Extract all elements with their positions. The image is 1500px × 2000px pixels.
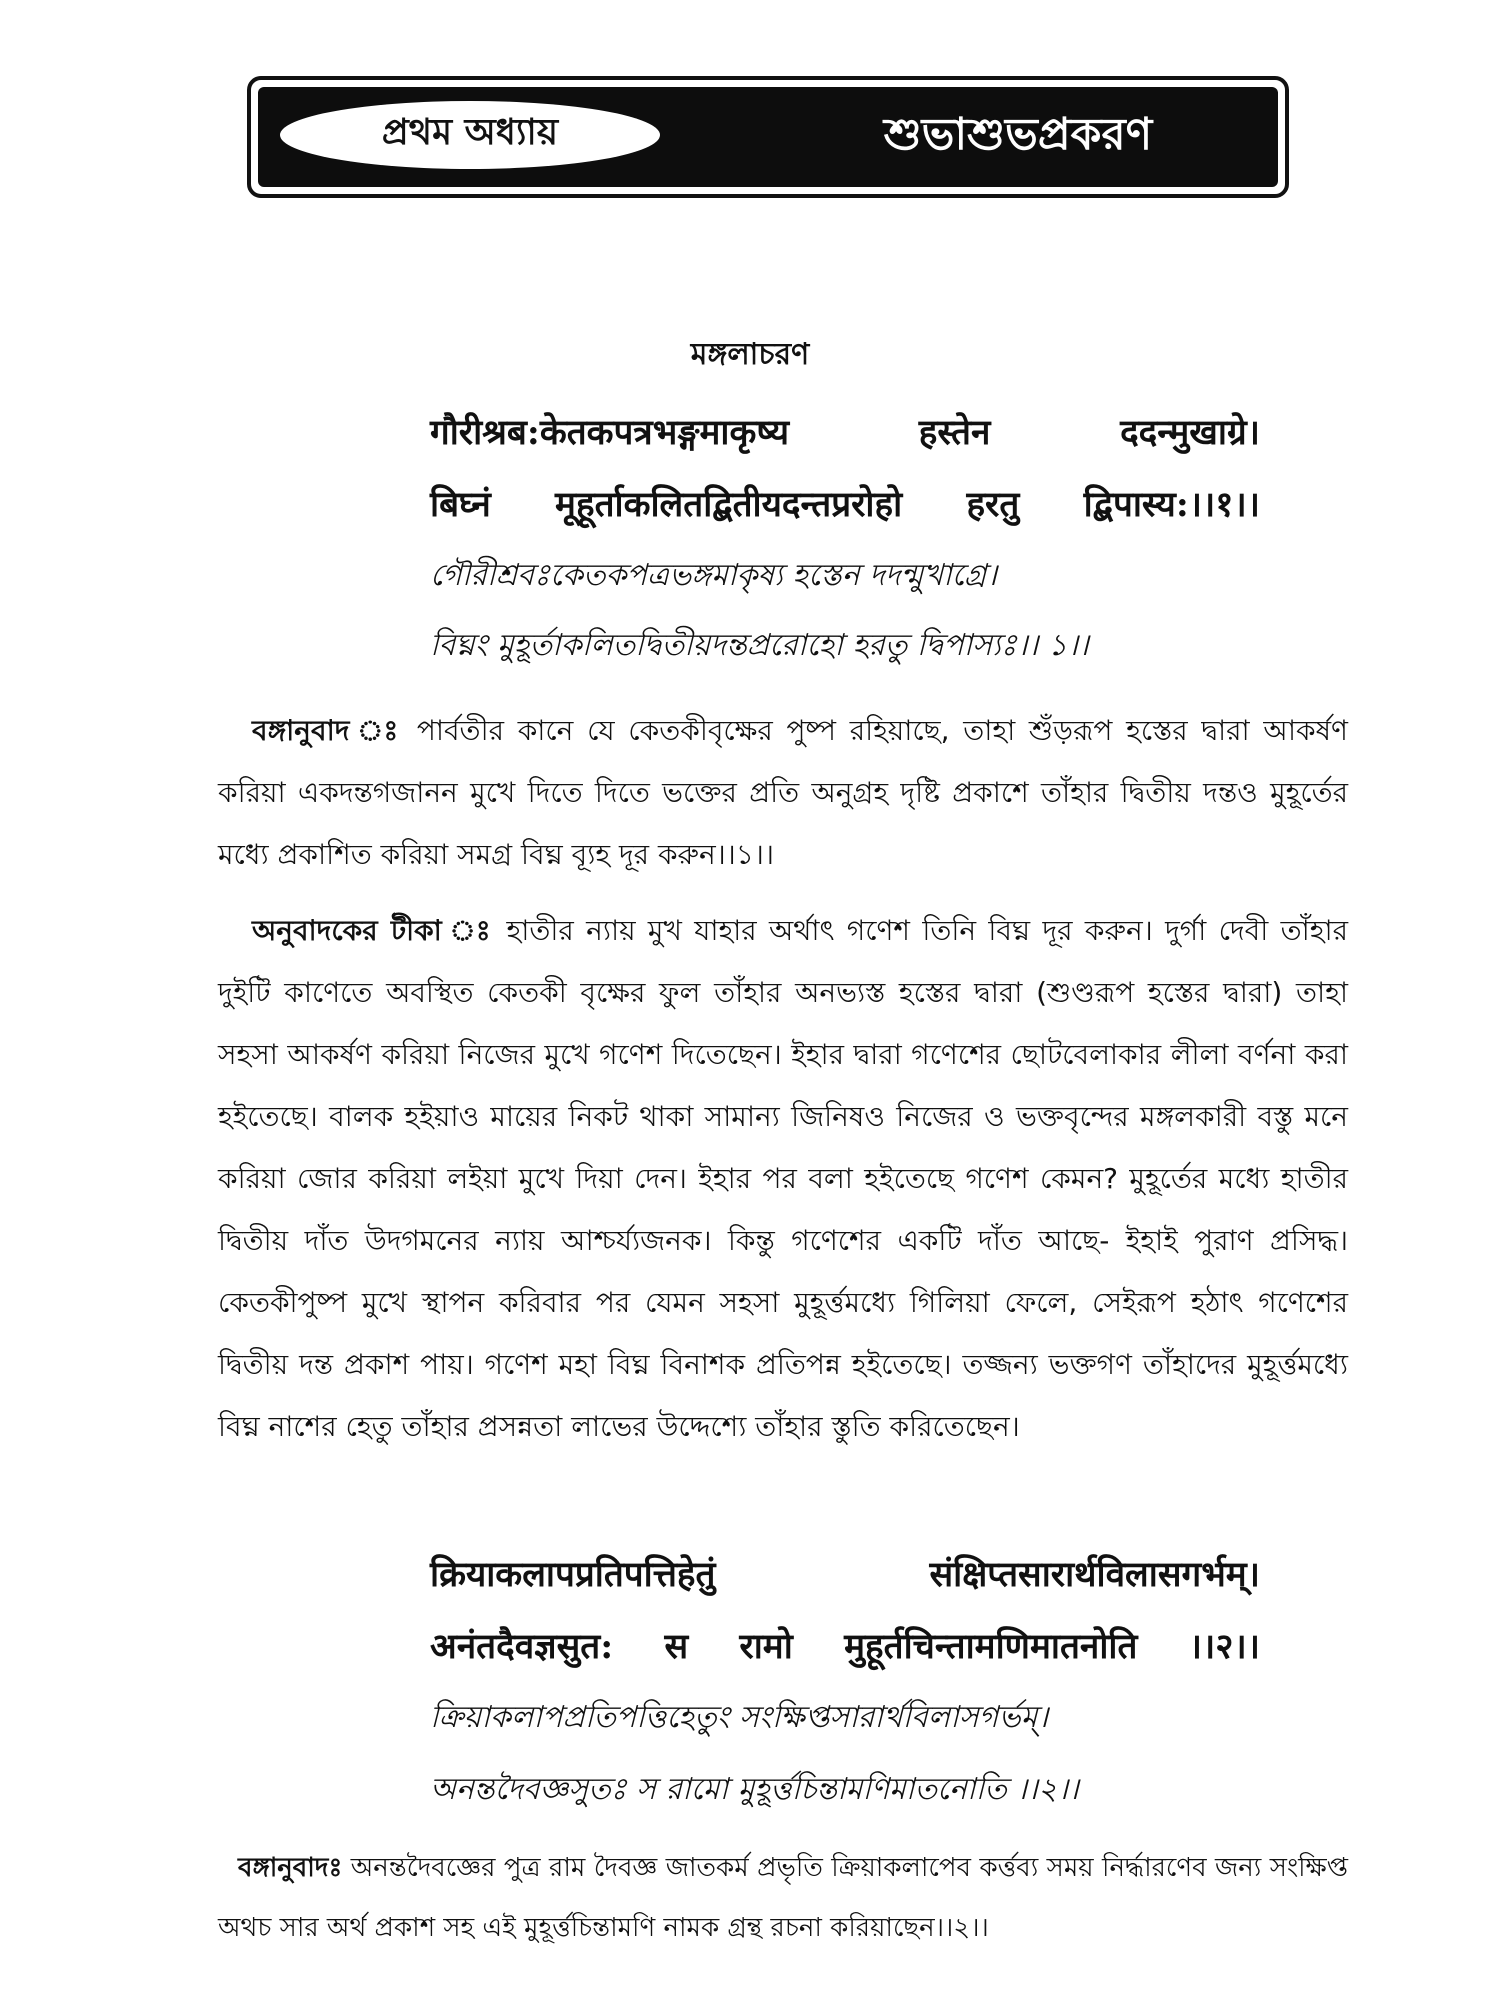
translation1-paragraph	[218, 700, 1348, 886]
chapter-title: শুভাশুভপ্রকরণ	[883, 108, 1153, 160]
verse1-bengali-line1: গৌরীশ্রবঃকেতকপত্রভঙ্গমাকৃষ্য হস্তেন দদন্মুখাগ্রে।	[430, 558, 998, 593]
translation1-label: বঙ্গানুবাদ ঃ	[252, 714, 404, 747]
chapter-header-bar	[258, 87, 1278, 187]
chapter-number-label: প্রথম অধ্যায়	[280, 101, 660, 169]
verse1-bengali-line2: বিঘ্নং মুহূর্তাকলিতদ্বিতীয়দন্তপ্ররোহো হরতু দ্বিপাস্যঃ।। ১।।	[430, 628, 1089, 663]
commentary-label: অনুবাদকের টীকা ঃ	[252, 914, 495, 947]
section-heading: মঙ্গলাচরণ	[690, 337, 810, 372]
verse2-bengali-line1: ক্রিয়াকলাপপ্রতিপত্তিহেতুং সংক্ষিপ্তসারার্থবিলাসগর্ভম্।	[430, 1700, 1049, 1735]
chapter-header	[247, 76, 1289, 198]
translation1-text: পার্বতীর কানে যে কেতকীবৃক্ষের পুষ্প রহিয়াছে, তাহা শুঁড়রূপ হস্তের দ্বারা আকর্ষণ করিয়া একদন্তগজানন মুখে দিতে দিতে ভক্তের প্রতি অনুগ্রহ দৃষ্টি প্রকাশে তাঁহার দ্বিতীয় দন্তও মুহূর্তের মধ্যে প্রকাশিত করিয়া সমগ্র বিঘ্ন ব্যূহ দূর করুন।।১।।	[218, 714, 1348, 871]
verse2-sanskrit-line1: क्रियाकलापप्रतिपत्तिहेतुं संक्षिप्तसारार्थविलासगर्भम्।	[430, 1554, 1260, 1595]
verse1-sanskrit-line2: बिघ्नं मूहूर्ताकलितद्बितीयदन्तप्ररोहो हरतु द्बिपास्य:।।१।।	[430, 484, 1260, 525]
translation2-label: বঙ্গানুবাদঃ	[238, 1853, 343, 1883]
translation2-paragraph	[218, 1838, 1348, 1958]
translation2-text: অনন্তদৈবজ্ঞের পুত্র রাম দৈবজ্ঞ জাতকর্ম প্রভৃতি ক্রিয়াকলাপেব কর্ত্তব্য সময় নির্দ্ধারণেব জন্য সংক্ষিপ্ত অথচ সার অর্থ প্রকাশ সহ এই মুহূর্ত্তচিন্তামণি নামক গ্রন্থ রচনা করিয়াছেন।।২।।	[218, 1853, 1349, 1943]
verse2-sanskrit-line2: अनंतदैवज्ञसुत: स रामो मुहूर्तचिन्तामणिमातनोति ।।२।।	[430, 1626, 1260, 1667]
commentary-paragraph	[218, 900, 1348, 1458]
commentary-text: হাতীর ন্যায় মুখ যাহার অর্থাৎ গণেশ তিনি বিঘ্ন দূর করুন। দুর্গা দেবী তাঁহার দুইটি কাণেতে অবস্থিত কেতকী বৃক্ষের ফুল তাঁহার অনভ্যস্ত হস্তের দ্বারা (শুণ্ডরূপ হস্তের দ্বারা) তাহা সহসা আকর্ষণ করিয়া নিজের মুখে গণেশ দিতেছেন। ইহার দ্বারা গণেশের ছোটবেলাকার লীলা বর্ণনা করা হইতেছে। বালক হইয়াও মায়ের নিকট থাকা সামান্য জিনিষও নিজের ও ভক্তবৃন্দের মঙ্গলকারী বস্তু মনে করিয়া জোর করিয়া লইয়া মুখে দিয়া দেন। ইহার পর বলা হইতেছে গণেশ কেমন? মুহূর্তের মধ্যে হাতীর দ্বিতীয় দাঁত উদগমনের ন্যায় আশ্চর্য্যজনক। কিন্তু গণেশের একটি দাঁত আছে- ইহাই পুরাণ প্রসিদ্ধ। কেতকীপুষ্প মুখে স্থাপন করিবার পর যেমন সহসা মুহূর্ত্তমধ্যে গিলিয়া ফেলে, সেইরূপ হঠাৎ গণেশের দ্বিতীয় দন্ত প্রকাশ পায়। গণেশ মহা বিঘ্ন বিনাশক প্রতিপন্ন হইতেছে। তজ্জন্য ভক্তগণ তাঁহাদের মুহূর্ত্তমধ্যে বিঘ্ন নাশের হেতু তাঁহার প্রসন্নতা লাভের উদ্দেশ্যে তাঁহার স্তুতি করিতেছেন।	[218, 914, 1348, 1443]
verse2-bengali-line2: অনন্তদৈবজ্ঞসুতঃ স রামো মুহূর্ত্তচিন্তামণিমাতনোতি ।।২।।	[430, 1772, 1079, 1807]
verse1-sanskrit-line1: गौरीश्रब:केतकपत्रभङ्गमाकृष्य हस्तेन ददन्मुखाग्रे।	[430, 412, 1260, 453]
